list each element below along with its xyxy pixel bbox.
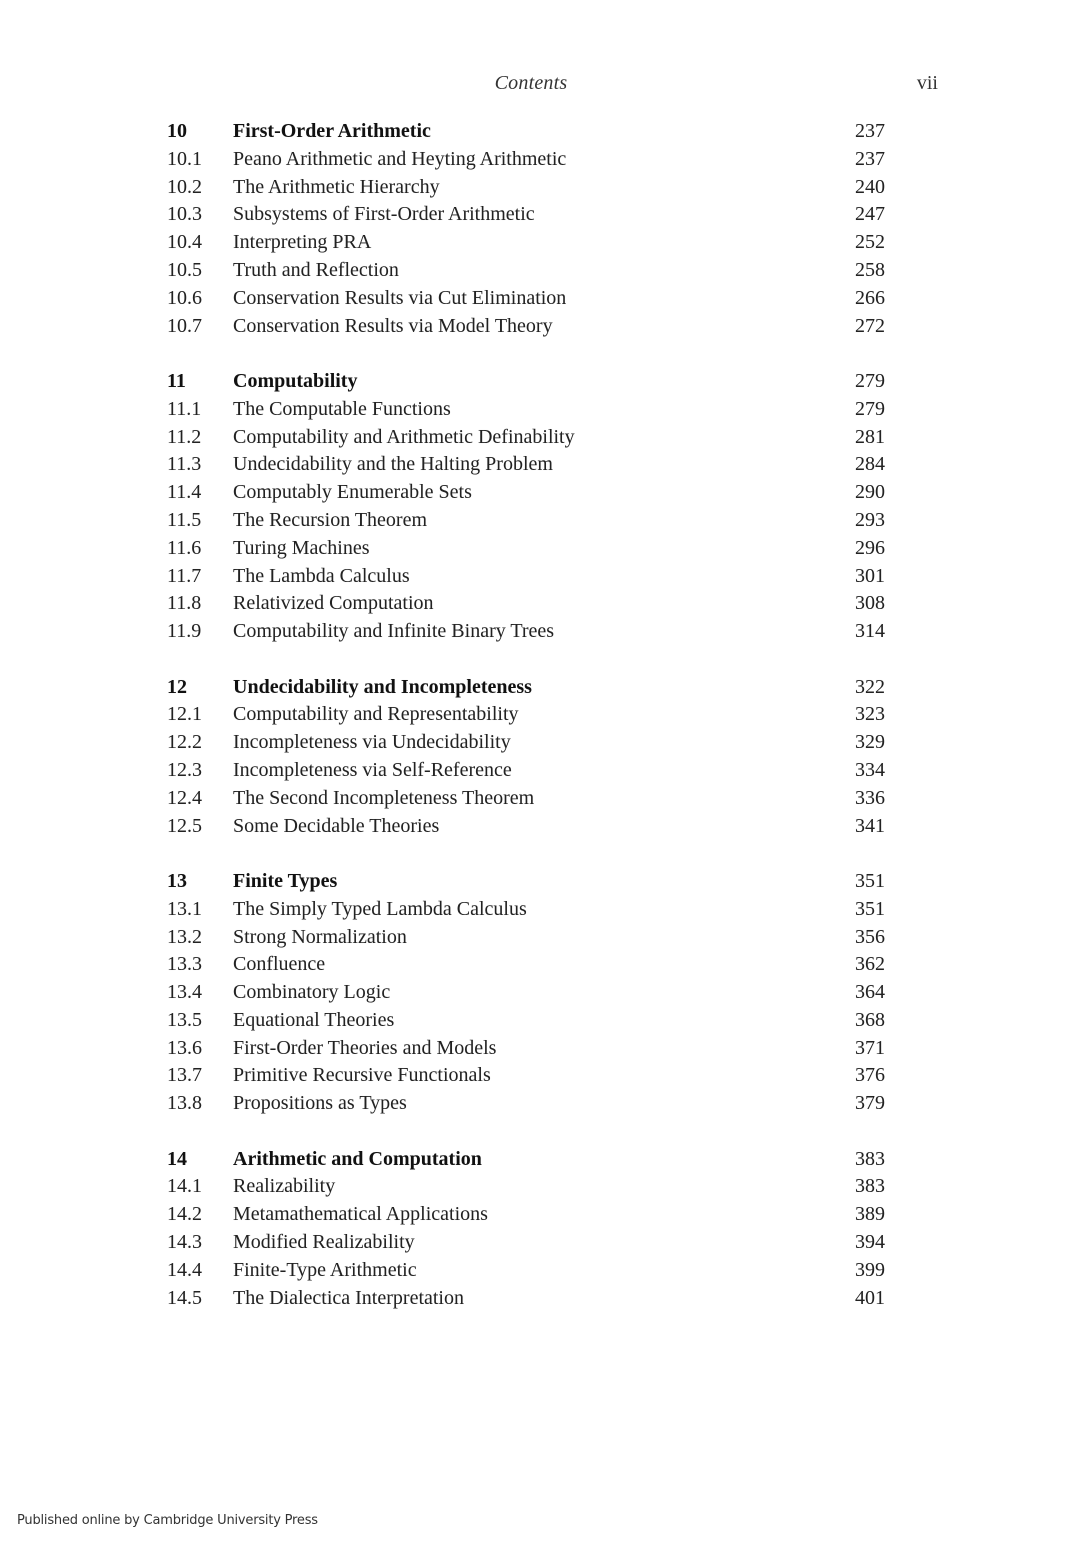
section-entry[interactable] bbox=[167, 146, 887, 174]
section-title: Realizability bbox=[233, 1175, 336, 1198]
page-reference: 322 bbox=[855, 675, 885, 698]
page-reference: 308 bbox=[855, 592, 885, 615]
section-number: 10.1 bbox=[167, 147, 202, 170]
section-entry[interactable] bbox=[167, 1062, 887, 1090]
section-number: 13.4 bbox=[167, 981, 202, 1004]
section-entry[interactable] bbox=[167, 1090, 887, 1118]
section-entry[interactable] bbox=[167, 618, 887, 646]
section-entry[interactable] bbox=[167, 479, 887, 507]
section-title: Undecidability and the Halting Problem bbox=[233, 453, 553, 476]
section-entry[interactable] bbox=[167, 590, 887, 618]
section-entry[interactable] bbox=[167, 1173, 887, 1201]
section-number: 11.4 bbox=[167, 481, 202, 504]
page-reference: 237 bbox=[855, 147, 885, 170]
section-title: Primitive Recursive Functionals bbox=[233, 1064, 491, 1087]
section-title: First-Order Theories and Models bbox=[233, 1036, 497, 1059]
section-title: Computability and Infinite Binary Trees bbox=[233, 620, 555, 643]
section-number: 10.5 bbox=[167, 258, 202, 281]
chapter-number: 12 bbox=[167, 675, 187, 698]
page-reference: 247 bbox=[855, 203, 885, 226]
section-title: The Lambda Calculus bbox=[233, 564, 410, 587]
page-reference: 356 bbox=[855, 925, 885, 948]
chapter-title: Finite Types bbox=[233, 869, 338, 892]
page-reference: 314 bbox=[855, 620, 885, 643]
section-entry[interactable] bbox=[167, 951, 887, 979]
table-of-contents bbox=[167, 118, 887, 1340]
section-number: 12.1 bbox=[167, 703, 202, 726]
chapter-number: 11 bbox=[167, 369, 186, 392]
chapter-title: Undecidability and Incompleteness bbox=[233, 675, 532, 698]
section-entry[interactable] bbox=[167, 174, 887, 202]
section-title: Combinatory Logic bbox=[233, 981, 391, 1004]
section-entry[interactable] bbox=[167, 701, 887, 729]
section-title: Some Decidable Theories bbox=[233, 814, 440, 837]
chapter-entry[interactable] bbox=[167, 674, 887, 702]
section-title: Relativized Computation bbox=[233, 592, 434, 615]
page-reference: 376 bbox=[855, 1064, 885, 1087]
section-number: 14.2 bbox=[167, 1203, 202, 1226]
section-entry[interactable] bbox=[167, 1285, 887, 1313]
section-entry[interactable] bbox=[167, 313, 887, 341]
section-number: 10.6 bbox=[167, 286, 202, 309]
section-number: 10.2 bbox=[167, 175, 202, 198]
page-reference: 293 bbox=[855, 508, 885, 531]
section-number: 14.5 bbox=[167, 1286, 202, 1309]
section-title: Subsystems of First-Order Arithmetic bbox=[233, 203, 535, 226]
section-title: The Second Incompleteness Theorem bbox=[233, 786, 535, 809]
section-entry[interactable] bbox=[167, 813, 887, 841]
section-number: 11.7 bbox=[167, 564, 202, 587]
section-number: 14.1 bbox=[167, 1175, 202, 1198]
page-reference: 323 bbox=[855, 703, 885, 726]
running-head bbox=[0, 72, 1080, 100]
page-reference: 329 bbox=[855, 731, 885, 754]
page-reference: 389 bbox=[855, 1203, 885, 1226]
section-title: Incompleteness via Self-Reference bbox=[233, 758, 512, 781]
chapter-entry[interactable] bbox=[167, 868, 887, 896]
page-reference: 252 bbox=[855, 231, 885, 254]
section-title: The Simply Typed Lambda Calculus bbox=[233, 897, 527, 920]
section-number: 14.4 bbox=[167, 1258, 202, 1281]
section-number: 13.5 bbox=[167, 1008, 202, 1031]
section-title: Metamathematical Applications bbox=[233, 1203, 488, 1226]
section-entry[interactable] bbox=[167, 396, 887, 424]
page-reference: 266 bbox=[855, 286, 885, 309]
section-number: 11.2 bbox=[167, 425, 202, 448]
chapter-block bbox=[167, 368, 887, 646]
section-number: 10.4 bbox=[167, 231, 202, 254]
page-reference: 394 bbox=[855, 1231, 885, 1254]
section-number: 10.3 bbox=[167, 203, 202, 226]
section-title: Truth and Reflection bbox=[233, 258, 399, 281]
section-number: 14.3 bbox=[167, 1231, 202, 1254]
section-number: 11.3 bbox=[167, 453, 202, 476]
page-reference: 272 bbox=[855, 314, 885, 337]
section-entry[interactable] bbox=[167, 424, 887, 452]
section-number: 11.8 bbox=[167, 592, 202, 615]
section-title: Modified Realizability bbox=[233, 1231, 415, 1254]
section-entry[interactable] bbox=[167, 785, 887, 813]
section-entry[interactable] bbox=[167, 451, 887, 479]
section-number: 12.3 bbox=[167, 758, 202, 781]
page-reference: 368 bbox=[855, 1008, 885, 1031]
chapter-block bbox=[167, 868, 887, 1118]
section-title: Finite-Type Arithmetic bbox=[233, 1258, 417, 1281]
section-title: The Computable Functions bbox=[233, 397, 451, 420]
section-entry[interactable] bbox=[167, 896, 887, 924]
page-reference: 351 bbox=[855, 897, 885, 920]
section-number: 13.1 bbox=[167, 897, 202, 920]
page-reference: 399 bbox=[855, 1258, 885, 1281]
chapter-title: Arithmetic and Computation bbox=[233, 1147, 482, 1170]
page-reference: 240 bbox=[855, 175, 885, 198]
page-reference: 383 bbox=[855, 1147, 885, 1170]
chapter-block bbox=[167, 674, 887, 841]
page-reference: 301 bbox=[855, 564, 885, 587]
page-reference: 334 bbox=[855, 758, 885, 781]
section-title: Turing Machines bbox=[233, 536, 370, 559]
section-entry[interactable] bbox=[167, 1257, 887, 1285]
page-reference: 284 bbox=[855, 453, 885, 476]
section-number: 13.7 bbox=[167, 1064, 202, 1087]
section-title: The Arithmetic Hierarchy bbox=[233, 175, 440, 198]
page-reference: 371 bbox=[855, 1036, 885, 1059]
section-entry[interactable] bbox=[167, 285, 887, 313]
section-title: Interpreting PRA bbox=[233, 231, 372, 254]
section-entry[interactable] bbox=[167, 257, 887, 285]
section-number: 13.2 bbox=[167, 925, 202, 948]
page-number: vii bbox=[916, 72, 938, 94]
section-title: Confluence bbox=[233, 953, 326, 976]
page-reference: 296 bbox=[855, 536, 885, 559]
section-title: Equational Theories bbox=[233, 1008, 395, 1031]
section-number: 11.5 bbox=[167, 508, 202, 531]
section-entry[interactable] bbox=[167, 535, 887, 563]
section-title: Propositions as Types bbox=[233, 1092, 407, 1115]
section-entry[interactable] bbox=[167, 507, 887, 535]
section-entry[interactable] bbox=[167, 979, 887, 1007]
section-entry[interactable] bbox=[167, 1229, 887, 1257]
section-title: The Dialectica Interpretation bbox=[233, 1286, 464, 1309]
page-reference: 351 bbox=[855, 869, 885, 892]
section-title: Incompleteness via Undecidability bbox=[233, 731, 511, 754]
chapter-block bbox=[167, 1146, 887, 1313]
page-reference: 364 bbox=[855, 981, 885, 1004]
page-reference: 279 bbox=[855, 397, 885, 420]
page-reference: 279 bbox=[855, 369, 885, 392]
section-title: Strong Normalization bbox=[233, 925, 407, 948]
chapter-title: First-Order Arithmetic bbox=[233, 120, 431, 142]
page-reference: 379 bbox=[855, 1092, 885, 1115]
section-title: Computably Enumerable Sets bbox=[233, 481, 472, 504]
chapter-title: Computability bbox=[233, 369, 358, 392]
section-number: 12.5 bbox=[167, 814, 202, 837]
section-entry[interactable] bbox=[167, 563, 887, 591]
section-entry[interactable] bbox=[167, 201, 887, 229]
section-title: Conservation Results via Model Theory bbox=[233, 314, 553, 337]
section-entry[interactable] bbox=[167, 229, 887, 257]
section-number: 12.2 bbox=[167, 731, 202, 754]
section-title: Computability and Representability bbox=[233, 703, 519, 726]
page-reference: 258 bbox=[855, 258, 885, 281]
section-number: 11.1 bbox=[167, 397, 202, 420]
section-number: 11.6 bbox=[167, 536, 202, 559]
page-reference: 237 bbox=[855, 120, 885, 142]
section-number: 13.8 bbox=[167, 1092, 202, 1115]
section-title: Computability and Arithmetic Definability bbox=[233, 425, 575, 448]
page-reference: 290 bbox=[855, 481, 885, 504]
section-title: Conservation Results via Cut Elimination bbox=[233, 286, 567, 309]
section-title: Peano Arithmetic and Heyting Arithmetic bbox=[233, 147, 567, 170]
chapter-entry[interactable] bbox=[167, 1146, 887, 1174]
chapter-entry[interactable] bbox=[167, 118, 887, 146]
section-entry[interactable] bbox=[167, 1035, 887, 1063]
chapter-number: 14 bbox=[167, 1147, 187, 1170]
section-entry[interactable] bbox=[167, 729, 887, 757]
section-entry[interactable] bbox=[167, 924, 887, 952]
section-number: 13.6 bbox=[167, 1036, 202, 1059]
running-title: Contents bbox=[494, 72, 568, 94]
page-reference: 401 bbox=[855, 1286, 885, 1309]
section-number: 13.3 bbox=[167, 953, 202, 976]
page-reference: 336 bbox=[855, 786, 885, 809]
section-title: The Recursion Theorem bbox=[233, 508, 428, 531]
page-reference: 362 bbox=[855, 953, 885, 976]
chapter-number: 13 bbox=[167, 869, 187, 892]
publisher-footer: Published online by Cambridge University Press bbox=[17, 1513, 318, 1528]
chapter-block bbox=[167, 118, 887, 340]
page-reference: 341 bbox=[855, 814, 885, 837]
chapter-number: 10 bbox=[167, 120, 187, 142]
section-number: 10.7 bbox=[167, 314, 202, 337]
page-reference: 281 bbox=[855, 425, 885, 448]
section-entry[interactable] bbox=[167, 1201, 887, 1229]
section-number: 11.9 bbox=[167, 620, 202, 643]
section-entry[interactable] bbox=[167, 757, 887, 785]
page-reference: 383 bbox=[855, 1175, 885, 1198]
section-entry[interactable] bbox=[167, 1007, 887, 1035]
section-number: 12.4 bbox=[167, 786, 202, 809]
chapter-entry[interactable] bbox=[167, 368, 887, 396]
